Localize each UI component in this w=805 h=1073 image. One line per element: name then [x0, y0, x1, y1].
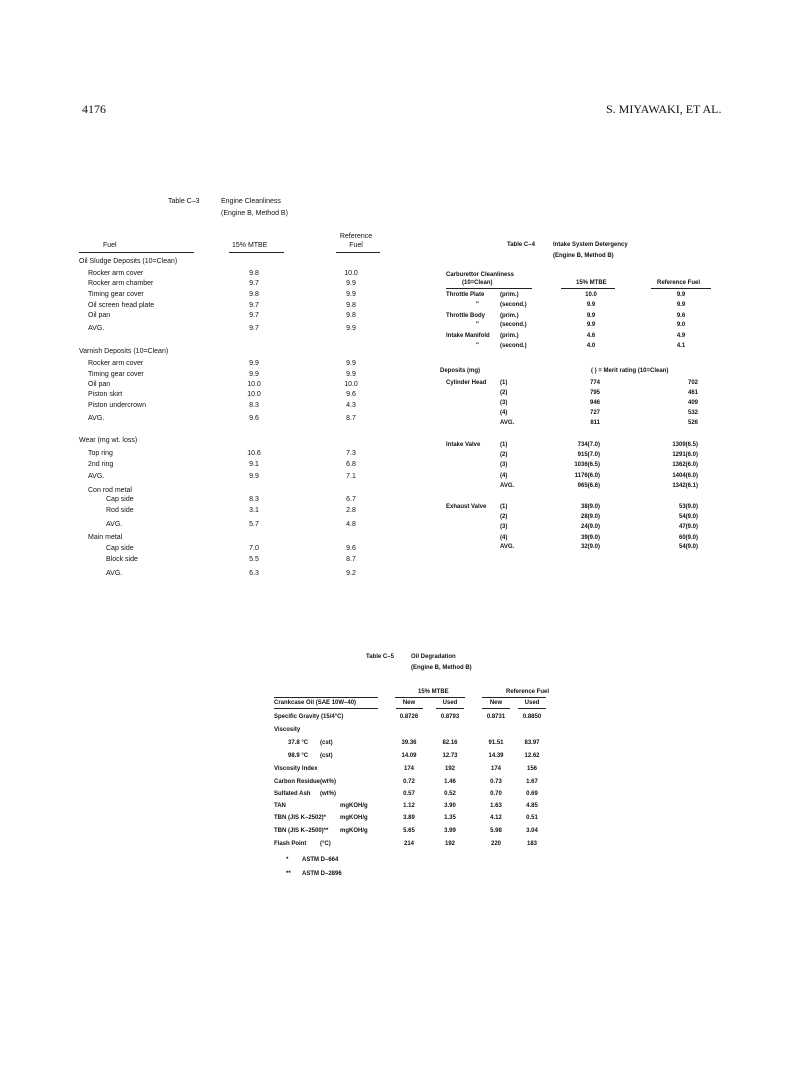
table-c3-row-label: AVG.: [88, 473, 105, 480]
table-c3-row-label: 2nd ring: [88, 461, 114, 468]
table-c5-cell: 14.39: [488, 753, 504, 759]
table-c5-rule-group-mtbe: [395, 697, 465, 698]
table-c4-row-label: Intake Manifold: [446, 333, 490, 339]
table-c3-cell-ref: 10.0: [344, 381, 358, 388]
table-c3-cell-mtbe: 5.5: [249, 556, 259, 563]
table-c5-row-label: Sulfated Ash: [274, 791, 311, 797]
table-c4-deposit-row: [0, 380, 720, 389]
table-c5-row: [0, 740, 560, 749]
table-c4-rule-ref: [651, 288, 711, 289]
table-c5-crankcase-label: Crankcase Oil (SAE 10W–40): [274, 700, 357, 706]
table-c3-title: Engine Cleanliness: [221, 198, 281, 205]
table-c4-cell-mtbe: 38(9.0): [580, 504, 600, 510]
table-c4-cell-mtbe: 24(9.0): [580, 524, 600, 530]
table-c4-cell-ref: 526: [687, 420, 698, 426]
table-c3-cell-mtbe: 10.0: [247, 391, 261, 398]
table-c5-row-unit: (wt%): [320, 791, 336, 797]
table-c4-deposit-row: [0, 514, 720, 523]
table-c4-row-label: ″: [476, 302, 479, 308]
table-c3-row-label: Timing gear cover: [88, 371, 144, 378]
table-c3-cell-mtbe: 9.8: [249, 270, 259, 277]
table-c3-row-label: Oil pan: [88, 312, 111, 319]
table-c3-row: [0, 258, 400, 268]
table-c3-cell-ref: 4.3: [346, 402, 356, 409]
table-c4-cell-ref: 409: [687, 400, 698, 406]
table-c5-cell: 14.09: [401, 753, 417, 759]
table-c4-carb-heading: Carburettor Cleanliness: [446, 272, 515, 278]
table-c4-row-sublabel: (second.): [500, 322, 527, 328]
table-c3-row-label: Top ring: [88, 450, 113, 457]
table-c5-row-unit: mgKOH/g: [340, 815, 368, 821]
table-c4-cell-ref: 4.1: [676, 343, 686, 349]
table-c4-cell-mtbe: 1036(6.5): [574, 462, 600, 468]
table-c5-row-label: TBN (JIS K–2502)*: [274, 815, 327, 821]
table-c4-carb-row: [0, 333, 720, 342]
table-c5-cell: 0.69: [526, 791, 538, 797]
table-c4-cell-ref: 1404(6.0): [672, 473, 698, 479]
table-c3-cell-mtbe: 9.9: [249, 371, 259, 378]
table-c5-row-unit: (°C): [320, 841, 331, 847]
table-c3-row-label: Oil screen head plate: [88, 302, 155, 309]
table-c5-row: [0, 791, 560, 800]
table-c4-cell-ref: 702: [687, 380, 698, 386]
table-c3-cell-ref: 9.6: [346, 545, 356, 552]
table-c4-cell-ref: 54(9.0): [678, 514, 698, 520]
table-c3-cell-ref: 9.8: [346, 312, 356, 319]
table-c4-row-sublabel: AVG.: [500, 483, 515, 489]
table-c3-row-label: Oil pan: [88, 381, 111, 388]
table-c5-row-label: TBN (JIS K–2500)**: [274, 828, 329, 834]
running-title: S. MIYAWAKI, ET AL.: [606, 102, 722, 116]
table-c5-cell: 0.8731: [486, 714, 506, 720]
table-c4-cell-mtbe: 28(9.0): [580, 514, 600, 520]
table-c4-row-sublabel: (2): [500, 390, 508, 396]
table-c5-row-label: Flash Point: [274, 841, 307, 847]
table-c4-row-label: Throttle Body: [446, 313, 485, 319]
table-c4-row-sublabel: (1): [500, 442, 508, 448]
table-c3-row-label: AVG.: [106, 570, 123, 577]
table-c4-cell-ref: 47(9.0): [678, 524, 698, 530]
table-c4-cell-ref: 1291(6.0): [672, 452, 698, 458]
table-c3-row-label: Cap side: [106, 545, 134, 552]
table-c5-cell: 5.98: [490, 828, 502, 834]
table-c4-cell-ref: 532: [687, 410, 698, 416]
table-c3-cell-ref: 8.7: [346, 556, 356, 563]
table-c5-footnote-text: ASTM D–2896: [302, 871, 342, 877]
table-c3-row-label: Rocker arm cover: [88, 270, 144, 277]
table-c5-row: [0, 753, 560, 762]
table-c5-row-label: 98.9 °C: [288, 753, 309, 759]
table-c5-col-ref-used: Used: [524, 700, 540, 706]
table-c4-row-sublabel: AVG.: [500, 544, 515, 550]
table-c3-cell-ref: 7.3: [346, 450, 356, 457]
page-number: 4176: [82, 102, 106, 116]
table-c3-cell-ref: 9.8: [346, 302, 356, 309]
table-c4-deposit-row: [0, 483, 720, 492]
table-c5-cell: 4.12: [490, 815, 502, 821]
table-c4-row-sublabel: (prim.): [500, 313, 519, 319]
table-c4-cell-ref: 9.9: [676, 292, 686, 298]
table-c3-section-heading: Varnish Deposits (10=Clean): [79, 348, 169, 355]
table-c4-deposit-row: [0, 390, 720, 399]
table-c4-cell-mtbe: 795: [589, 390, 600, 396]
table-c4-row-sublabel: (4): [500, 535, 508, 541]
table-c4-row-label: Throttle Plate: [446, 292, 485, 298]
table-c5-cell: 1.67: [526, 779, 538, 785]
table-c4-cell-mtbe: 734(7.0): [577, 442, 600, 448]
table-c3-rule-ref: [336, 252, 380, 253]
table-c4-deposit-row: [0, 504, 720, 513]
table-c3-cell-mtbe: 5.7: [249, 521, 259, 528]
table-c4-cell-mtbe: 39(9.0): [580, 535, 600, 541]
table-c3-cell-mtbe: 9.7: [249, 280, 259, 287]
table-c3-cell-ref: 9.9: [346, 291, 356, 298]
table-c3-cell-ref: 8.7: [346, 415, 356, 422]
table-c3-cell-ref: 9.6: [346, 391, 356, 398]
table-c4-row-sublabel: (3): [500, 400, 508, 406]
table-c4-cell-ref: 53(9.0): [678, 504, 698, 510]
table-c3-section-heading: Con rod metal: [88, 487, 132, 494]
table-c3-cell-ref: 4.8: [346, 521, 356, 528]
table-c4-cell-mtbe: 10.0: [585, 292, 597, 298]
table-c4-col-ref: Reference Fuel: [657, 280, 701, 286]
table-c5-footnote: [0, 871, 400, 880]
table-c3-rule-mtbe: [229, 252, 284, 253]
table-c4-carb-row: [0, 292, 720, 301]
table-c4-deposit-row: [0, 524, 720, 533]
table-c3-cell-ref: 9.9: [346, 280, 356, 287]
table-c4-cell-mtbe: 9.9: [586, 302, 596, 308]
table-c4-deposit-row: [0, 473, 720, 482]
table-c4-cell-ref: 461: [687, 390, 698, 396]
table-c5-row: [0, 841, 560, 850]
table-c3-row-label: Rod side: [106, 507, 134, 514]
table-c3-cell-mtbe: 8.3: [249, 496, 259, 503]
table-c3-cell-ref: 6.8: [346, 461, 356, 468]
table-c4-subtitle: (Engine B, Method B): [553, 253, 614, 259]
table-c4-deposit-row: [0, 420, 720, 429]
table-c5-cell: 0.8726: [399, 714, 419, 720]
table-c5-row: [0, 714, 560, 723]
table-c4-row-sublabel: (second.): [500, 343, 527, 349]
table-c3-cell-mtbe: 3.1: [249, 507, 259, 514]
table-c5-row-unit: mgKOH/g: [340, 828, 368, 834]
table-c5-cell: 174: [490, 766, 501, 772]
table-c4-cell-mtbe: 915(7.0): [577, 452, 600, 458]
table-c3-cell-mtbe: 9.1: [249, 461, 259, 468]
table-c5-subtitle: (Engine B, Method B): [411, 665, 472, 671]
table-c4-cell-mtbe: 1176(6.0): [574, 473, 600, 479]
table-c5-row-label: Viscosity: [274, 727, 301, 733]
table-c5-footnote-mark: *: [286, 857, 289, 863]
table-c3-cell-mtbe: 9.9: [249, 473, 259, 480]
table-c5-rule-mtbe-new: [396, 708, 423, 709]
table-c3-row-label: AVG.: [88, 325, 105, 332]
table-c4-row-label: ″: [476, 343, 479, 349]
table-c5-cell: 156: [526, 766, 537, 772]
table-c4-cell-ref: 1362(6.0): [672, 462, 698, 468]
table-c4-cell-mtbe: 946: [589, 400, 600, 406]
table-c4-carb-row: [0, 322, 720, 331]
table-c3-col-ref-line2: Fuel: [349, 242, 363, 249]
table-c5-row: [0, 727, 560, 736]
table-c5-cell: 3.04: [526, 828, 538, 834]
table-c4-cell-mtbe: 965(6.6): [577, 483, 600, 489]
table-c4-deposit-row: [0, 462, 720, 471]
table-c5-rule-mtbe-used: [436, 708, 464, 709]
table-c5-rule-ref-new: [482, 708, 510, 709]
table-c4-row-label: Cylinder Head: [446, 380, 487, 386]
table-c5-rule-sub-left: [274, 708, 378, 709]
table-c5-row: [0, 828, 560, 837]
table-c5-cell: 0.73: [490, 779, 502, 785]
table-c4-row-sublabel: (prim.): [500, 292, 519, 298]
table-c4-deposit-row: [0, 535, 720, 544]
table-c4-cell-mtbe: 4.0: [586, 343, 596, 349]
table-c3-row-label: Rocker arm cover: [88, 360, 144, 367]
table-c3-col-fuel: Fuel: [103, 242, 117, 249]
table-c3-cell-ref: 9.9: [346, 371, 356, 378]
table-c4-cell-mtbe: 32(9.0): [580, 544, 600, 550]
table-c4-cell-ref: 9.6: [676, 313, 686, 319]
table-c5-title: Oil Degradation: [411, 654, 456, 660]
table-c5-cell: 91.51: [488, 740, 504, 746]
table-c5-cell: 0.70: [490, 791, 502, 797]
table-c5-cell: 0.51: [526, 815, 538, 821]
table-c4-row-sublabel: (second.): [500, 302, 527, 308]
table-c3-cell-mtbe: 9.7: [249, 302, 259, 309]
table-c4-row-label: ″: [476, 322, 479, 328]
table-c4-cell-mtbe: 4.6: [586, 333, 596, 339]
table-c5-footnote-mark: **: [286, 871, 291, 877]
table-c5-footnote-text: ASTM D–664: [302, 857, 339, 863]
table-c5-group-ref: Reference Fuel: [506, 689, 550, 695]
table-c5-rule-group-ref: [482, 697, 546, 698]
table-c4-row-sublabel: (4): [500, 473, 508, 479]
table-c3-section-heading: Main metal: [88, 534, 123, 541]
table-c3-cell-mtbe: 7.0: [249, 545, 259, 552]
table-c3-cell-mtbe: 9.6: [249, 415, 259, 422]
table-c5-cell: 0.72: [403, 779, 415, 785]
table-c4-cell-ref: 9.9: [676, 302, 686, 308]
table-c4-row-sublabel: (2): [500, 452, 508, 458]
table-c4-row-sublabel: (2): [500, 514, 508, 520]
table-c5-cell: 192: [444, 841, 455, 847]
table-c3-rule-fuel: [79, 252, 194, 253]
table-c4-row-sublabel: (prim.): [500, 333, 519, 339]
table-c5-row: [0, 803, 560, 812]
table-c3-cell-mtbe: 9.7: [249, 312, 259, 319]
table-c4-cell-ref: 1309(6.5): [672, 442, 698, 448]
table-c4-deposit-row: [0, 544, 720, 553]
table-c5-cell: 5.65: [403, 828, 415, 834]
table-c3-col-mtbe: 15% MTBE: [232, 242, 268, 249]
table-c5-row-unit: (wt%): [320, 779, 336, 785]
table-c5-row-unit: (cst): [320, 753, 333, 759]
table-c3-cell-ref: 9.2: [346, 570, 356, 577]
table-c5-cell: 82.16: [442, 740, 458, 746]
table-c3-cell-ref: 10.0: [344, 270, 358, 277]
table-c5-row-label: TAN: [274, 803, 286, 809]
table-c5-row-label: Specific Gravity (15/4°C): [274, 714, 344, 720]
table-c5-label: Table C–5: [366, 654, 394, 660]
table-c4-row-label: Exhaust Valve: [446, 504, 487, 510]
table-c3-cell-mtbe: 8.3: [249, 402, 259, 409]
table-c3-row: [0, 570, 400, 580]
table-c5-row-label: Viscosity Index: [274, 766, 318, 772]
table-c4-row-sublabel: (1): [500, 380, 508, 386]
table-c5-row: [0, 766, 560, 775]
table-c3-row-label: AVG.: [88, 415, 105, 422]
table-c5-rule-top-left: [274, 697, 378, 698]
table-c4-deposit-row: [0, 452, 720, 461]
table-c5-cell: 12.62: [524, 753, 540, 759]
table-c3-row-label: Piston undercrown: [88, 402, 146, 409]
table-c5-cell: 0.8850: [522, 714, 542, 720]
table-c4-rule-mtbe: [561, 288, 615, 289]
table-c3-section-heading: Wear (mg wt. loss): [79, 437, 138, 444]
table-c5-cell: 214: [403, 841, 414, 847]
table-c5-cell: 4.85: [526, 803, 538, 809]
table-c4-deposit-row: [0, 442, 720, 451]
table-c3-row-label: Rocker arm chamber: [88, 280, 154, 287]
table-c4-row-sublabel: AVG.: [500, 420, 515, 426]
table-c4-label: Table C–4: [507, 242, 535, 248]
table-c5-cell: 1.63: [490, 803, 502, 809]
table-c5-footnote: [0, 857, 400, 866]
table-c3-row: [0, 270, 400, 280]
table-c3-section-heading: Oil Sludge Deposits (10=Clean): [79, 258, 178, 265]
table-c3-row-label: Piston skirt: [88, 391, 123, 398]
table-c5-col-ref-new: New: [489, 700, 503, 706]
table-c4-deposit-row: [0, 400, 720, 409]
table-c5-col-mtbe-new: New: [402, 700, 416, 706]
table-c4-carb-subheading: (10=Clean): [462, 280, 493, 286]
table-c5-cell: 0.8793: [440, 714, 460, 720]
table-c3-cell-mtbe: 10.6: [247, 450, 261, 457]
table-c3-label: Table C–3: [168, 198, 200, 205]
table-c4-cell-mtbe: 774: [589, 380, 600, 386]
table-c4-cell-ref: 1342(6.1): [672, 483, 698, 489]
table-c5-cell: 183: [526, 841, 537, 847]
table-c5-row: [0, 815, 560, 824]
table-c5-cell: 0.57: [403, 791, 415, 797]
table-c4-row-sublabel: (3): [500, 524, 508, 530]
table-c4-deposit-row: [0, 410, 720, 419]
table-c5-cell: 1.12: [403, 803, 415, 809]
table-c3-cell-mtbe: 9.9: [249, 360, 259, 367]
table-c4-deposits-label: Deposits (mg): [440, 368, 481, 374]
table-c3-cell-ref: 9.9: [346, 360, 356, 367]
table-c3-row-label: AVG.: [106, 521, 123, 528]
table-c4-carb-row: [0, 343, 720, 352]
table-c4-cell-ref: 4.9: [676, 333, 686, 339]
table-c3-cell-ref: 2.8: [346, 507, 356, 514]
table-c5-row-unit: mgKOH/g: [340, 803, 368, 809]
table-c5-row-label: Carbon Residue: [274, 779, 321, 785]
table-c3-col-ref-line1: Reference: [339, 233, 373, 240]
table-c5-cell: 39.36: [401, 740, 417, 746]
table-c3-cell-ref: 6.7: [346, 496, 356, 503]
table-c4-rule-carb: [446, 288, 532, 289]
table-c3-cell-mtbe: 6.3: [249, 570, 259, 577]
table-c5-row-label: 37.8 °C: [288, 740, 309, 746]
table-c3-cell-mtbe: 10.0: [247, 381, 261, 388]
table-c3-cell-mtbe: 9.8: [249, 291, 259, 298]
table-c5-cell: 83.97: [524, 740, 540, 746]
table-c3-cell-ref: 9.9: [346, 325, 356, 332]
table-c3-row-label: Timing gear cover: [88, 291, 144, 298]
table-c4-cell-ref: 54(9.0): [678, 544, 698, 550]
table-c4-carb-row: [0, 313, 720, 322]
table-c5-cell: 0.52: [444, 791, 456, 797]
table-c5-group-mtbe: 15% MTBE: [418, 689, 449, 695]
table-c4-row-label: Intake Valve: [446, 442, 481, 448]
table-c5-cell: 1.46: [444, 779, 456, 785]
table-c5-cell: 12.73: [442, 753, 458, 759]
table-c3-row-label: Block side: [106, 556, 138, 563]
table-c3-cell-ref: 7.1: [346, 473, 356, 480]
table-c5-col-mtbe-used: Used: [442, 700, 458, 706]
table-c4-cell-mtbe: 9.9: [586, 322, 596, 328]
table-c4-title: Intake System Detergency: [553, 242, 628, 248]
table-c4-cell-ref: 60(9.0): [678, 535, 698, 541]
table-c3-cell-mtbe: 9.7: [249, 325, 259, 332]
table-c5-cell: 3.99: [444, 828, 456, 834]
table-c5-cell: 220: [490, 841, 501, 847]
table-c5-cell: 192: [444, 766, 455, 772]
table-c3-subtitle: (Engine B, Method B): [221, 210, 288, 217]
table-c4-row-sublabel: (1): [500, 504, 508, 510]
table-c3-row: [0, 280, 400, 290]
table-c5-cell: 3.89: [403, 815, 415, 821]
table-c4-cell-mtbe: 811: [590, 420, 600, 426]
table-c4-carb-row: [0, 302, 720, 311]
table-c5-row: [0, 779, 560, 788]
table-c5-row-unit: (cst): [320, 740, 333, 746]
table-c3-row: [0, 556, 400, 566]
table-c4-row-sublabel: (4): [500, 410, 508, 416]
table-c4-cell-mtbe: 727: [589, 410, 600, 416]
table-c3-row: [0, 360, 400, 370]
table-c3-row-label: Cap side: [106, 496, 134, 503]
table-c4-cell-mtbe: 9.9: [586, 313, 596, 319]
table-c5-cell: 1.35: [444, 815, 456, 821]
table-c5-rule-ref-used: [518, 708, 546, 709]
table-c4-merit-note: ( ) = Merit rating (10=Clean): [591, 368, 669, 374]
table-c5-cell: 3.90: [444, 803, 456, 809]
table-c4-row-sublabel: (3): [500, 462, 508, 468]
table-c4-col-mtbe: 15% MTBE: [576, 280, 607, 286]
table-c5-cell: 174: [403, 766, 414, 772]
table-c4-cell-ref: 9.0: [676, 322, 686, 328]
